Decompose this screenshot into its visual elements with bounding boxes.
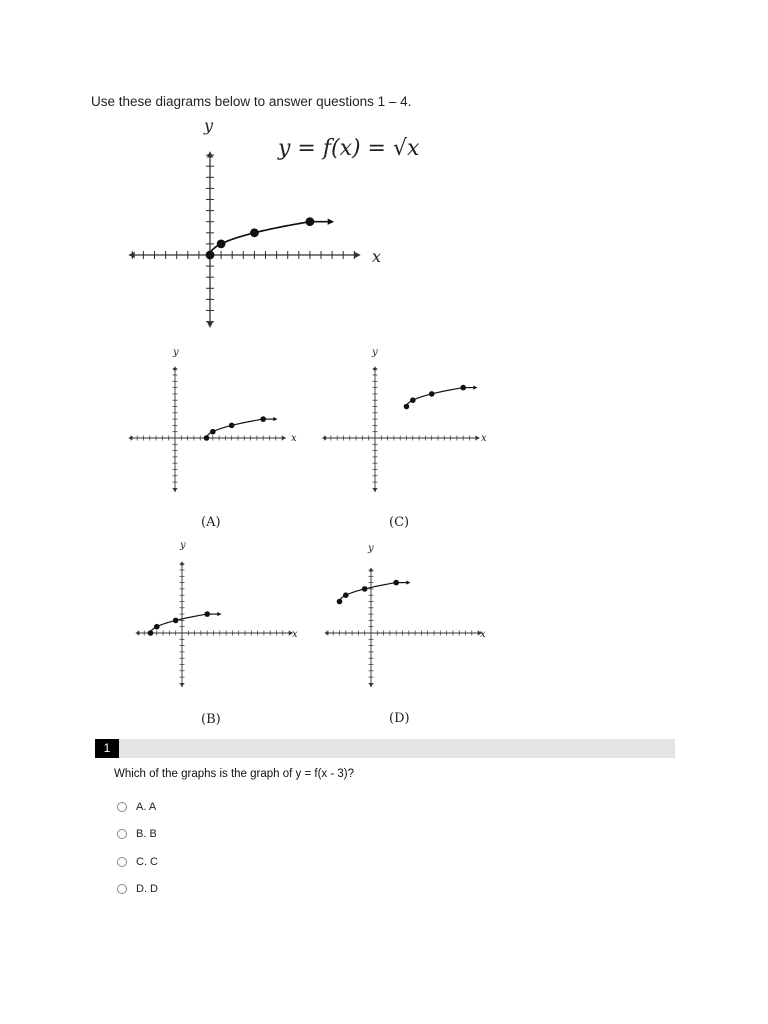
graph-a-x-label: x xyxy=(291,433,297,444)
arrow-head xyxy=(180,561,184,565)
arrow-head xyxy=(273,417,277,421)
curve-point xyxy=(148,630,154,636)
arrow-head xyxy=(282,436,286,440)
curve xyxy=(151,614,208,633)
curve-point xyxy=(404,404,410,410)
curve xyxy=(407,388,464,407)
instructions-text: Use these diagrams below to answer questions 1 – 4. xyxy=(91,94,412,109)
arrow-head xyxy=(322,436,326,440)
curve-point xyxy=(429,391,435,397)
choice-b[interactable] xyxy=(117,821,158,849)
graph-c-label: (C) xyxy=(389,515,410,530)
curve-point xyxy=(229,423,235,429)
graph-a-label: (A) xyxy=(201,515,221,530)
curve-point xyxy=(306,217,315,226)
graph-c-y-label: y xyxy=(372,347,378,358)
choice-a[interactable] xyxy=(117,793,158,821)
curve-point xyxy=(260,416,266,422)
choice-b-label: B. B xyxy=(136,828,157,841)
arrow-head xyxy=(373,366,377,370)
curve xyxy=(207,419,264,438)
arrow-head xyxy=(128,252,134,258)
graph-d-label: (D) xyxy=(389,711,410,726)
arrow-head xyxy=(324,631,328,635)
graph-b xyxy=(135,561,293,687)
choice-a-label: A. A xyxy=(136,800,157,813)
graph-d-y-label: y xyxy=(368,543,374,554)
arrow-head xyxy=(369,683,373,687)
arrow-head xyxy=(180,683,184,687)
graph-a-y-label: y xyxy=(173,347,179,358)
curve-point xyxy=(217,240,226,249)
arrow-head xyxy=(173,366,177,370)
graph-c-x-label: x xyxy=(481,433,487,444)
arrow-head xyxy=(207,322,213,328)
arrow-head xyxy=(328,219,334,225)
arrow-head xyxy=(476,436,480,440)
main-x-label: x xyxy=(372,247,382,266)
curve-point xyxy=(204,611,210,617)
curve-point xyxy=(393,580,399,586)
curve-point xyxy=(410,397,416,403)
graph-d xyxy=(324,567,482,687)
arrow-head xyxy=(473,386,477,390)
arrow-head xyxy=(217,612,221,616)
arrow-head xyxy=(354,252,360,258)
curve-point xyxy=(250,228,259,237)
arrow-head xyxy=(369,567,373,571)
question-header-bar xyxy=(95,739,675,758)
arrow-head xyxy=(406,581,410,585)
radio-button-b[interactable] xyxy=(117,829,127,839)
curve-point xyxy=(154,624,160,630)
curve-point xyxy=(204,435,210,441)
choice-c[interactable] xyxy=(117,848,158,876)
curve-point xyxy=(210,429,216,435)
arrow-head xyxy=(207,151,213,157)
graph-a xyxy=(128,366,286,492)
radio-button-d[interactable] xyxy=(117,884,127,894)
choice-d[interactable] xyxy=(117,876,158,904)
graph-c xyxy=(322,366,480,492)
question-number-badge: 1 xyxy=(95,739,119,758)
question-text: Which of the graphs is the graph of y = f(x - 3)? xyxy=(114,768,355,780)
radio-button-c[interactable] xyxy=(117,857,127,867)
main-graph xyxy=(128,151,360,328)
graph-d-x-label: x xyxy=(480,629,486,640)
choice-c-label: C. C xyxy=(136,855,158,868)
radio-button-a[interactable] xyxy=(117,802,127,812)
curve-point xyxy=(173,618,179,624)
arrow-head xyxy=(173,488,177,492)
arrow-head xyxy=(135,631,139,635)
graph-b-label: (B) xyxy=(201,712,221,727)
main-equation: y = f(x) = √x xyxy=(278,136,420,161)
curve-point xyxy=(206,251,215,260)
arrow-head xyxy=(128,436,132,440)
answer-choices xyxy=(117,793,158,903)
curve-point xyxy=(337,599,343,605)
graph-b-x-label: x xyxy=(292,629,298,640)
curve-point xyxy=(343,592,349,598)
curve xyxy=(340,583,397,602)
arrow-head xyxy=(373,488,377,492)
choice-d-label: D. D xyxy=(136,883,158,896)
curve-point xyxy=(362,586,368,592)
main-y-label: y xyxy=(204,116,214,135)
graph-b-y-label: y xyxy=(180,540,186,551)
curve xyxy=(210,222,310,255)
curve-point xyxy=(460,385,466,391)
